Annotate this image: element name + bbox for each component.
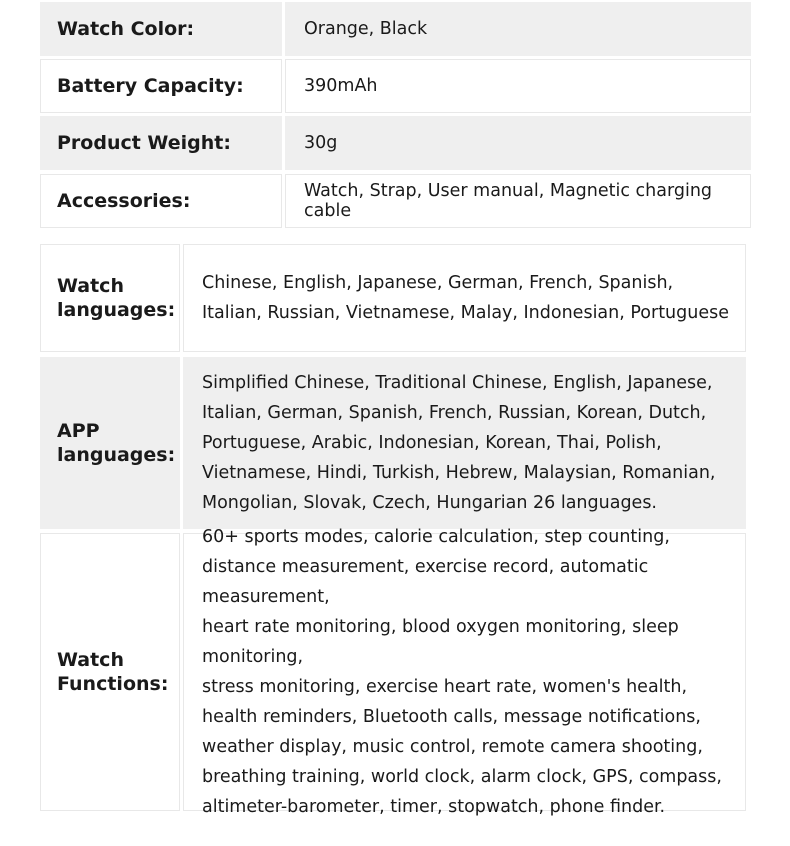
detail-value-line: Italian, German, Spanish, French, Russian, Korean, Dutch,: [202, 403, 707, 423]
spec-label: Watch Color:: [40, 2, 282, 56]
detail-value: [183, 357, 746, 529]
spec-label: Product Weight:: [40, 116, 282, 170]
detail-value-line: health reminders, Bluetooth calls, message notifications,: [202, 707, 701, 727]
detail-value-line: Italian, Russian, Vietnamese, Malay, Indonesian, Portuguese: [202, 303, 729, 323]
spec-label: Battery Capacity:: [40, 59, 282, 113]
spec-row-product-weight: [40, 116, 751, 170]
detail-value-line: stress monitoring, exercise heart rate, women's health,: [202, 677, 688, 697]
detail-value-line: Chinese, English, Japanese, German, French, Spanish,: [202, 273, 674, 293]
detail-label: [40, 533, 180, 811]
detail-value-line: breathing training, world clock, alarm clock, GPS, compass,: [202, 767, 722, 787]
detail-value-line: Portuguese, Arabic, Indonesian, Korean, Thai, Polish,: [202, 433, 662, 453]
spec-row-watch-color: [40, 2, 751, 56]
detail-value-line: 60+ sports modes, calorie calculation, step counting,: [202, 527, 670, 547]
detail-value-line: heart rate monitoring, blood oxygen monitoring, sleep monitoring,: [202, 617, 679, 667]
detail-label-line: Functions:: [57, 673, 169, 695]
detail-label-line: languages:: [57, 444, 176, 466]
detail-row-watch-languages: [40, 244, 746, 352]
detail-value: [183, 244, 746, 352]
detail-value-line: weather display, music control, remote camera shooting,: [202, 737, 703, 757]
detail-value-line: Vietnamese, Hindi, Turkish, Hebrew, Malaysian, Romanian,: [202, 463, 716, 483]
detail-row-watch-functions: [40, 527, 746, 817]
detail-label-line: Watch: [57, 649, 124, 671]
spec-value: Orange, Black: [285, 2, 751, 56]
detail-label-line: languages:: [57, 299, 176, 321]
detail-value-line: altimeter-barometer, timer, stopwatch, phone finder.: [202, 797, 666, 817]
detail-label-line: APP: [57, 420, 100, 442]
detail-row-app-languages: [40, 357, 746, 529]
spec-value: 30g: [285, 116, 751, 170]
detail-label: [40, 357, 180, 529]
spec-row-accessories: [40, 174, 751, 228]
detail-value-line: Mongolian, Slovak, Czech, Hungarian 26 languages.: [202, 493, 657, 513]
detail-label-line: Watch: [57, 275, 124, 297]
detail-value-line: Simplified Chinese, Traditional Chinese, English, Japanese,: [202, 373, 713, 393]
spec-value: 390mAh: [285, 59, 751, 113]
spec-row-battery-capacity: [40, 59, 751, 113]
spec-label: Accessories:: [40, 174, 282, 228]
detail-value-line: distance measurement, exercise record, automatic measurement,: [202, 557, 649, 607]
detail-value: [183, 527, 746, 817]
spec-value: Watch, Strap, User manual, Magnetic charging cable: [285, 174, 751, 228]
detail-label: [40, 244, 180, 352]
